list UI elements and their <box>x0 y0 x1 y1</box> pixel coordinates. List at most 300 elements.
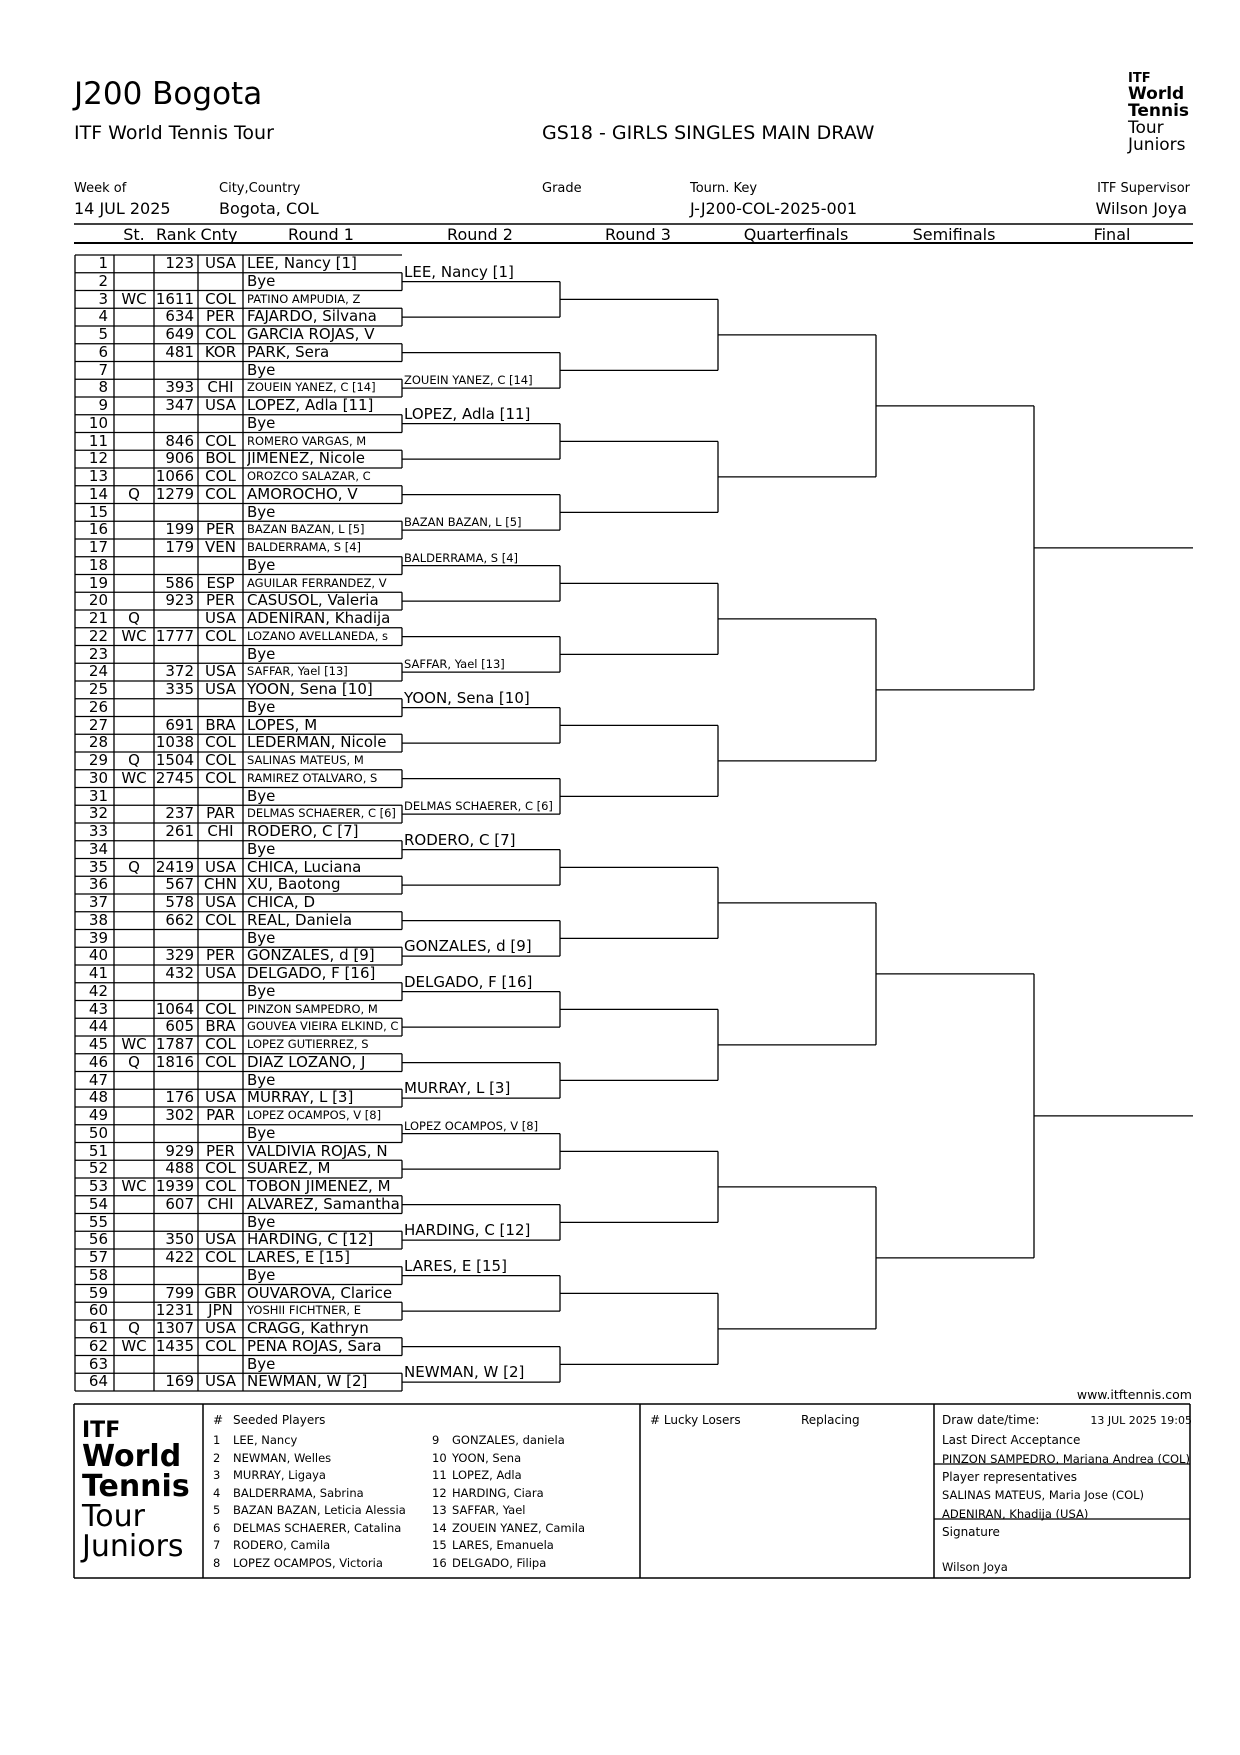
draw-position: 22 <box>88 626 108 645</box>
draw-position: 10 <box>88 413 108 432</box>
draw-position: 7 <box>98 360 108 379</box>
entry-country: USA <box>204 662 237 681</box>
entry-country: USA <box>204 609 237 627</box>
entry-country: PER <box>206 520 235 539</box>
entry-rank: 488 <box>165 1159 194 1178</box>
entry-country: USA <box>204 893 237 911</box>
player-name: JIMENEZ, Nicole <box>247 449 365 468</box>
draw-position: 4 <box>98 307 108 326</box>
draw-position: 23 <box>88 644 108 663</box>
player-name: SAFFAR, Yael [13] <box>247 664 348 679</box>
entry-status: WC <box>121 768 147 787</box>
draw-position: 50 <box>88 1123 108 1142</box>
player-name: PEÑA ROJAS, Sara <box>247 1336 382 1355</box>
col-cnty: Cnty <box>200 225 238 244</box>
entry-country: USA <box>204 1230 237 1249</box>
player-name: ZOUEIN YANEZ, C [14] <box>247 380 376 395</box>
entry-status: Q <box>128 609 140 627</box>
player-name: PINZON SAMPEDRO, M <box>247 1001 378 1016</box>
player-name: BALDERRAMA, S [4] <box>247 540 362 554</box>
entry-country: COL <box>205 1336 236 1355</box>
entry-rank: 179 <box>165 538 194 556</box>
entry-rank: 302 <box>165 1106 194 1124</box>
seed-number: 1 <box>213 1433 221 1447</box>
entry-country: CHI <box>207 1194 234 1213</box>
entry-rank: 1279 <box>155 484 194 503</box>
player-name: REAL, Daniela <box>247 910 353 929</box>
player-name: LARES, E [15] <box>247 1248 350 1266</box>
player-name: OUVAROVA, Clarice <box>247 1283 393 1302</box>
seed-player: LOPEZ, Adla <box>452 1468 522 1482</box>
entry-country: COL <box>205 1052 236 1071</box>
player-name: Bye <box>247 271 276 290</box>
logo-world: World <box>1128 84 1185 104</box>
entry-country: COL <box>205 484 236 503</box>
entry-country: USA <box>204 857 237 876</box>
lda-label: Last Direct Acceptance <box>942 1433 1081 1447</box>
player-name: RODERO, C [7] <box>247 822 359 840</box>
entry-rank: 422 <box>165 1248 194 1266</box>
entry-country: CHI <box>207 378 234 397</box>
seed-player: MURRAY, Ligaya <box>233 1468 326 1482</box>
entry-rank: 481 <box>165 342 194 361</box>
seed-player: RODERO, Camila <box>233 1538 331 1552</box>
draw-position: 61 <box>88 1319 108 1337</box>
draw-position: 20 <box>88 591 108 610</box>
player-name: BAZAN BAZAN, L [5] <box>247 522 365 537</box>
draw-position: 16 <box>88 520 108 539</box>
player-name: DELMAS SCHAERER, C [6] <box>247 806 396 821</box>
entry-country: BRA <box>205 715 236 734</box>
draw-position: 41 <box>88 964 108 982</box>
col-st: St. <box>123 225 145 244</box>
player-name: Bye <box>247 981 276 1000</box>
footer-logo-world: World <box>82 1439 182 1474</box>
footer-logo-tennis: Tennis <box>82 1469 190 1504</box>
seed-number: 15 <box>432 1538 447 1552</box>
player-name: LOPEZ, Adla [11] <box>247 396 374 414</box>
player-name: CHICA, Luciana <box>247 857 362 876</box>
player-name: Bye <box>247 413 276 432</box>
draw-position: 48 <box>88 1088 108 1107</box>
entry-status: Q <box>128 751 140 769</box>
entry-rank: 662 <box>165 910 194 929</box>
entry-rank: 799 <box>165 1283 194 1302</box>
player-name: Bye <box>247 1212 276 1231</box>
city-value: Bogota, COL <box>219 199 319 218</box>
round2-advancer: DELMAS SCHAERER, C [6] <box>404 799 553 814</box>
player-name: CRAGG, Kathryn <box>247 1319 369 1337</box>
entry-rank: 176 <box>165 1088 194 1107</box>
draw-position: 11 <box>88 431 108 450</box>
draw-position: 52 <box>88 1159 108 1178</box>
entry-country: USA <box>204 964 237 982</box>
player-name: Bye <box>247 1354 276 1373</box>
draw-position: 54 <box>88 1194 108 1213</box>
player-name: LEDERMAN, Nicole <box>247 733 387 752</box>
draw-position: 36 <box>88 875 108 894</box>
itf-logo-footer <box>82 1420 190 1562</box>
player-name: Bye <box>247 502 276 521</box>
draw-position: 15 <box>88 502 108 521</box>
seed-number: 2 <box>213 1450 221 1465</box>
footer-logo-itf: ITF <box>82 1418 121 1443</box>
player-name: GARCIA ROJAS, V <box>247 325 375 343</box>
entry-status: WC <box>121 1177 147 1195</box>
col-rank: Rank <box>156 225 196 244</box>
draw-position: 31 <box>88 786 108 805</box>
draw-position: 63 <box>88 1354 108 1373</box>
entry-rank: 906 <box>165 449 194 468</box>
draw-position: 30 <box>88 768 108 787</box>
entry-rank: 169 <box>165 1372 194 1391</box>
draw-position: 17 <box>88 538 108 556</box>
entry-country: COL <box>205 467 236 485</box>
col-final: Final <box>1093 225 1131 244</box>
entry-rank: 923 <box>165 591 194 610</box>
draw-date-value: 13 JUL 2025 19:05 <box>1090 1414 1192 1427</box>
draw-position: 29 <box>88 751 108 769</box>
draw-position: 9 <box>98 396 108 414</box>
player-name: PATINO AMPUDIA, Z <box>247 291 361 306</box>
draw-position: 59 <box>88 1283 108 1302</box>
rep-1: SALINAS MATEUS, Maria Jose (COL) <box>942 1488 1145 1502</box>
player-name: CHICA, D <box>247 893 315 911</box>
draw-position: 35 <box>88 857 108 876</box>
entry-country: COL <box>205 325 236 343</box>
draw-position: 27 <box>88 715 108 734</box>
draw-position: 49 <box>88 1106 108 1124</box>
entry-country: COL <box>205 1035 236 1053</box>
entry-country: PAR <box>206 804 235 823</box>
draw-position: 62 <box>88 1336 108 1355</box>
entry-country: VEN <box>205 538 236 556</box>
draw-position: 51 <box>88 1141 108 1160</box>
draw-position: 18 <box>88 555 108 574</box>
draw-position: 45 <box>88 1035 108 1053</box>
draw-position: 14 <box>88 484 108 503</box>
supervisor-label: ITF Supervisor <box>1097 181 1190 196</box>
tourn-key-label: Tourn. Key <box>690 181 758 196</box>
seed-number: 7 <box>213 1538 221 1552</box>
round2-advancer: RODERO, C [7] <box>404 830 516 849</box>
seed-number: 16 <box>432 1555 447 1570</box>
tourn-key-value: J-J200-COL-2025-001 <box>690 199 858 218</box>
draw-position: 55 <box>88 1212 108 1231</box>
player-name: DELGADO, F [16] <box>247 964 376 982</box>
entry-status: Q <box>128 1052 140 1071</box>
seed-player: HARDING, Ciara <box>452 1485 544 1500</box>
draw-position: 58 <box>88 1265 108 1284</box>
seed-number: 4 <box>213 1485 221 1500</box>
entry-rank: 634 <box>165 307 194 326</box>
player-name: Bye <box>247 786 276 805</box>
entry-rank: 691 <box>165 715 194 734</box>
entry-rank: 1066 <box>155 467 194 485</box>
player-name: NEWMAN, W [2] <box>247 1372 368 1391</box>
draw-position: 24 <box>88 662 108 681</box>
website: www.itftennis.com <box>1076 1387 1192 1402</box>
player-name: YOSHII FICHTNER, E <box>247 1303 361 1318</box>
player-name: Bye <box>247 555 276 574</box>
lucky-losers-header: # Lucky Losers <box>650 1413 741 1427</box>
seed-number: 12 <box>432 1485 447 1500</box>
entry-status: Q <box>128 484 140 503</box>
entry-rank: 261 <box>165 822 194 840</box>
entry-country: COL <box>205 1248 236 1266</box>
draw-position: 3 <box>98 289 108 308</box>
entry-rank: 1787 <box>155 1035 194 1053</box>
logo-itf: ITF <box>1128 71 1151 86</box>
entry-status: WC <box>121 1035 147 1053</box>
col-semifinals: Semifinals <box>912 225 996 244</box>
seed-number: 8 <box>213 1555 221 1570</box>
round2-advancer: YOON, Sena [10] <box>404 688 530 707</box>
player-name: ALVAREZ, Samantha <box>247 1194 400 1213</box>
entry-rank: 605 <box>165 1017 194 1036</box>
entry-country: COL <box>205 431 236 450</box>
seed-player: LOPEZ OCAMPOS, Victoria <box>233 1555 383 1570</box>
entry-rank: 586 <box>165 573 194 592</box>
signature-label: Signature <box>942 1525 1000 1539</box>
draw-position: 37 <box>88 893 108 911</box>
entry-rank: 372 <box>165 662 194 681</box>
seeds-header: Seeded Players <box>233 1413 326 1427</box>
entry-rank: 1307 <box>155 1319 194 1337</box>
entry-rank: 929 <box>165 1141 194 1160</box>
col-round1: Round 1 <box>288 225 354 244</box>
col-quarterfinals: Quarterfinals <box>743 225 849 244</box>
seed-number: 5 <box>213 1503 221 1517</box>
entry-rank: 567 <box>165 875 194 894</box>
player-name: Bye <box>247 1070 276 1089</box>
player-name: Bye <box>247 360 276 379</box>
draw-position: 32 <box>88 804 108 823</box>
entry-rank: 123 <box>165 254 194 272</box>
rep-2: ADENIRAN, Khadija (USA) <box>942 1507 1089 1521</box>
draw-position: 5 <box>98 325 108 343</box>
supervisor-value: Wilson Joya <box>1095 199 1187 218</box>
draw-position: 46 <box>88 1052 108 1071</box>
col-round2: Round 2 <box>447 225 513 244</box>
draw-title: GS18 - GIRLS SINGLES MAIN DRAW <box>542 122 875 144</box>
seeds-header-num: # <box>213 1413 224 1427</box>
draw-position: 6 <box>98 342 108 361</box>
seed-player: DELGADO, Filipa <box>452 1555 547 1570</box>
draw-position: 34 <box>88 839 108 858</box>
draw-position: 8 <box>98 378 108 397</box>
entry-rank: 1816 <box>155 1052 194 1071</box>
entry-rank: 2745 <box>155 768 194 787</box>
round2-advancer: LOPEZ OCAMPOS, V [8] <box>404 1118 539 1133</box>
entry-country: COL <box>205 289 236 308</box>
draw-position: 19 <box>88 573 108 592</box>
grade-label: Grade <box>542 181 582 196</box>
entry-rank: 607 <box>165 1194 194 1213</box>
lda-value: PINZON SAMPEDRO, Mariana Andrea (COL) <box>942 1452 1190 1466</box>
draw-position: 28 <box>88 733 108 752</box>
player-name: XU, Baotong <box>247 875 341 894</box>
entry-country: USA <box>204 680 237 698</box>
player-name: YOON, Sena [10] <box>247 680 373 698</box>
entry-rank: 1939 <box>155 1177 194 1195</box>
entry-rank: 199 <box>165 520 194 539</box>
draw-position: 38 <box>88 910 108 929</box>
seed-number: 13 <box>432 1503 447 1517</box>
entry-rank: 1777 <box>155 626 194 645</box>
entry-rank: 1231 <box>155 1301 194 1320</box>
entry-country: COL <box>205 626 236 645</box>
player-name: Bye <box>247 697 276 716</box>
col-round3: Round 3 <box>605 225 671 244</box>
draw-date-label: Draw date/time: <box>942 1413 1040 1427</box>
seed-player: DELMAS SCHAERER, Catalina <box>233 1520 402 1535</box>
entry-rank: 347 <box>165 396 194 414</box>
entry-rank: 1064 <box>155 999 194 1018</box>
player-name: FAJARDO, Silvana <box>247 307 377 326</box>
seed-player: SAFFAR, Yael <box>452 1503 526 1517</box>
week-value: 14 JUL 2025 <box>74 199 171 218</box>
entry-rank: 335 <box>165 680 194 698</box>
draw-position: 47 <box>88 1070 108 1089</box>
draw-position: 40 <box>88 946 108 965</box>
seed-number: 3 <box>213 1468 221 1482</box>
entry-rank: 1038 <box>155 733 194 752</box>
entry-rank: 1435 <box>155 1336 194 1355</box>
city-label: City,Country <box>219 181 301 196</box>
draw-position: 57 <box>88 1248 108 1266</box>
seed-player: LEE, Nancy <box>233 1433 298 1447</box>
draw-position: 44 <box>88 1017 108 1036</box>
entry-rank: 846 <box>165 431 194 450</box>
entry-country: BRA <box>205 1017 236 1036</box>
draw-position: 33 <box>88 822 108 840</box>
entry-country: COL <box>205 768 236 787</box>
draw-position: 21 <box>88 609 108 627</box>
week-label: Week of <box>74 181 127 196</box>
draw-position: 60 <box>88 1301 108 1320</box>
entry-rank: 2419 <box>155 857 194 876</box>
round2-advancer: ZOUEIN YANEZ, C [14] <box>404 373 533 388</box>
event-title: J200 Bogota <box>74 76 263 112</box>
player-name: CASUSOL, Valeria <box>247 591 379 610</box>
entry-country: PAR <box>206 1106 235 1124</box>
round2-advancer: DELGADO, F [16] <box>404 972 533 991</box>
player-name: GOUVEA VIEIRA ELKIND, C <box>247 1019 399 1034</box>
seed-number: 9 <box>432 1433 440 1447</box>
round2-advancer: MURRAY, L [3] <box>404 1079 511 1098</box>
footer-logo-tour: Tour <box>82 1499 145 1534</box>
reps-label: Player representatives <box>942 1470 1077 1484</box>
player-name: Bye <box>247 1123 276 1142</box>
footer-logo-juniors: Juniors <box>82 1529 184 1564</box>
entry-rank: 649 <box>165 325 194 343</box>
entry-rank: 432 <box>165 964 194 982</box>
entry-status: Q <box>128 1319 140 1337</box>
draw-position: 53 <box>88 1177 108 1195</box>
draw-position: 26 <box>88 697 108 716</box>
draw-position: 2 <box>98 271 108 290</box>
player-name: OROZCO SALAZAR, C <box>247 469 371 483</box>
draw-position: 12 <box>88 449 108 468</box>
player-name: ADENIRAN, Khadija <box>247 609 391 627</box>
tour-name: ITF World Tennis Tour <box>74 122 274 144</box>
entry-rank: 237 <box>165 804 194 823</box>
seed-number: 6 <box>213 1520 221 1535</box>
entry-rank: 1611 <box>155 289 194 308</box>
player-name: DIAZ LOZANO, J <box>247 1052 366 1071</box>
entry-country: KOR <box>204 342 237 361</box>
entry-country: BOL <box>205 449 236 468</box>
player-name: VALDIVIA ROJAS, N <box>247 1141 388 1160</box>
player-name: SALINAS MATEUS, M <box>247 753 364 767</box>
entry-country: PER <box>206 946 235 965</box>
draw-position: 25 <box>88 680 108 698</box>
player-name: MURRAY, L [3] <box>247 1088 354 1107</box>
draw-position: 39 <box>88 928 108 947</box>
draw-position: 1 <box>98 254 108 272</box>
player-name: Bye <box>247 1265 276 1284</box>
seed-number: 11 <box>432 1468 447 1482</box>
logo-tour: Tour <box>1128 118 1164 138</box>
player-name: SUAREZ, M <box>247 1159 331 1178</box>
draw-position: 13 <box>88 467 108 485</box>
entry-status: WC <box>121 626 147 645</box>
entry-rank: 329 <box>165 946 194 965</box>
entry-country: CHI <box>207 822 234 840</box>
seed-number: 14 <box>432 1520 447 1535</box>
entry-country: JPN <box>208 1301 233 1320</box>
entry-country: ESP <box>206 573 235 592</box>
entry-country: PER <box>206 1141 235 1160</box>
player-name: GONZALES, d [9] <box>247 946 375 965</box>
draw-position: 64 <box>88 1372 108 1391</box>
seed-player: BALDERRAMA, Sabrina <box>233 1485 364 1500</box>
entry-country: COL <box>205 999 236 1018</box>
entry-rank: 393 <box>165 378 194 397</box>
seed-player: LARES, Emanuela <box>452 1538 554 1552</box>
draw-position: 42 <box>88 981 108 1000</box>
entry-country: CHN <box>204 875 237 894</box>
player-name: PARK, Sera <box>247 342 330 361</box>
entry-country: USA <box>204 1372 237 1391</box>
entry-rank: 578 <box>165 893 194 911</box>
player-name: LOZANO AVELLANEDA, s <box>247 628 389 643</box>
entry-status: WC <box>121 289 147 308</box>
draw-position: 43 <box>88 999 108 1018</box>
round2-advancer: BAZAN BAZAN, L [5] <box>404 515 522 530</box>
player-name: TOBON JIMENEZ, M <box>247 1177 391 1195</box>
seed-player: GONZALES, daniela <box>452 1433 565 1447</box>
signature-value: Wilson Joya <box>942 1560 1008 1574</box>
entry-rank: 350 <box>165 1230 194 1249</box>
player-name: Bye <box>247 928 276 947</box>
seed-player: ZOUEIN YANEZ, Camila <box>452 1520 586 1535</box>
round2-advancer: GONZALES, d [9] <box>404 937 532 956</box>
player-name: LOPEZ GUTIERREZ, S <box>247 1037 369 1051</box>
player-name: HARDING, C [12] <box>247 1230 374 1249</box>
entry-rank: 1504 <box>155 751 194 769</box>
seed-number: 10 <box>432 1450 447 1465</box>
round2-advancer: LOPEZ, Adla [11] <box>404 404 531 423</box>
replacing-header: Replacing <box>801 1413 860 1427</box>
player-name: LEE, Nancy [1] <box>247 254 357 272</box>
entry-status: WC <box>121 1336 147 1355</box>
logo-tennis: Tennis <box>1128 101 1190 121</box>
round2-advancer: SAFFAR, Yael [13] <box>404 657 505 672</box>
entry-country: USA <box>204 396 237 414</box>
player-name: RAMIREZ OTALVARO, S <box>247 770 378 785</box>
